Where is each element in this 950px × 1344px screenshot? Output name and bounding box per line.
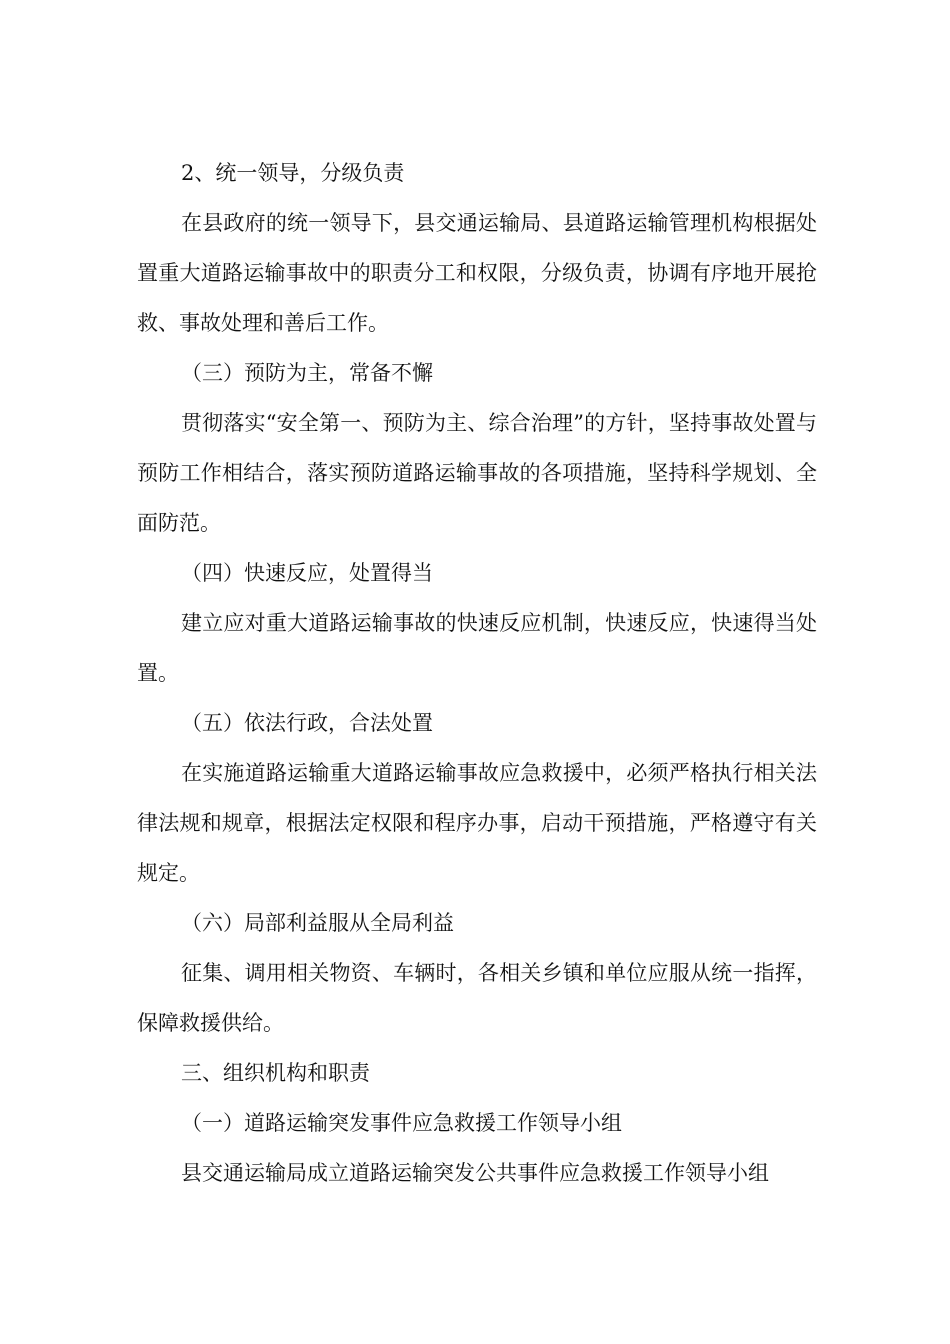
- section-heading: （四）快速反应，处置得当: [181, 561, 433, 585]
- section-heading: 三、组织机构和职责: [181, 1061, 370, 1085]
- body-paragraph: 征集、调用相关物资、车辆时，各相关乡镇和单位应服从统一指挥，保障救援供给。: [137, 961, 817, 1035]
- body-paragraph: 在县政府的统一领导下，县交通运输局、县道路运输管理机构根据处置重大道路运输事故中的职责分工和权限，分级负责，协调有序地开展抢救、事故处理和善后工作。: [137, 211, 817, 335]
- body-paragraph: 县交通运输局成立道路运输突发公共事件应急救援工作领导小组: [181, 1161, 769, 1185]
- section-heading: 2、统一领导，分级负责: [181, 161, 405, 185]
- section-heading: （一）道路运输突发事件应急救援工作领导小组: [181, 1111, 622, 1135]
- body-paragraph: 建立应对重大道路运输事故的快速反应机制，快速反应，快速得当处置。: [137, 611, 817, 685]
- document-body: [137, 148, 817, 1198]
- section-heading: （五）依法行政，合法处置: [181, 711, 433, 735]
- section-heading: （三）预防为主，常备不懈: [181, 361, 433, 385]
- section-heading: （六）局部利益服从全局利益: [181, 911, 454, 935]
- body-paragraph: 贯彻落实“安全第一、预防为主、综合治理”的方针，坚持事故处置与预防工作相结合，落实预防道路运输事故的各项措施，坚持科学规划、全面防范。: [137, 411, 817, 535]
- body-paragraph: 在实施道路运输重大道路运输事故应急救援中，必须严格执行相关法律法规和规章，根据法定权限和程序办事，启动干预措施，严格遵守有关规定。: [137, 761, 817, 885]
